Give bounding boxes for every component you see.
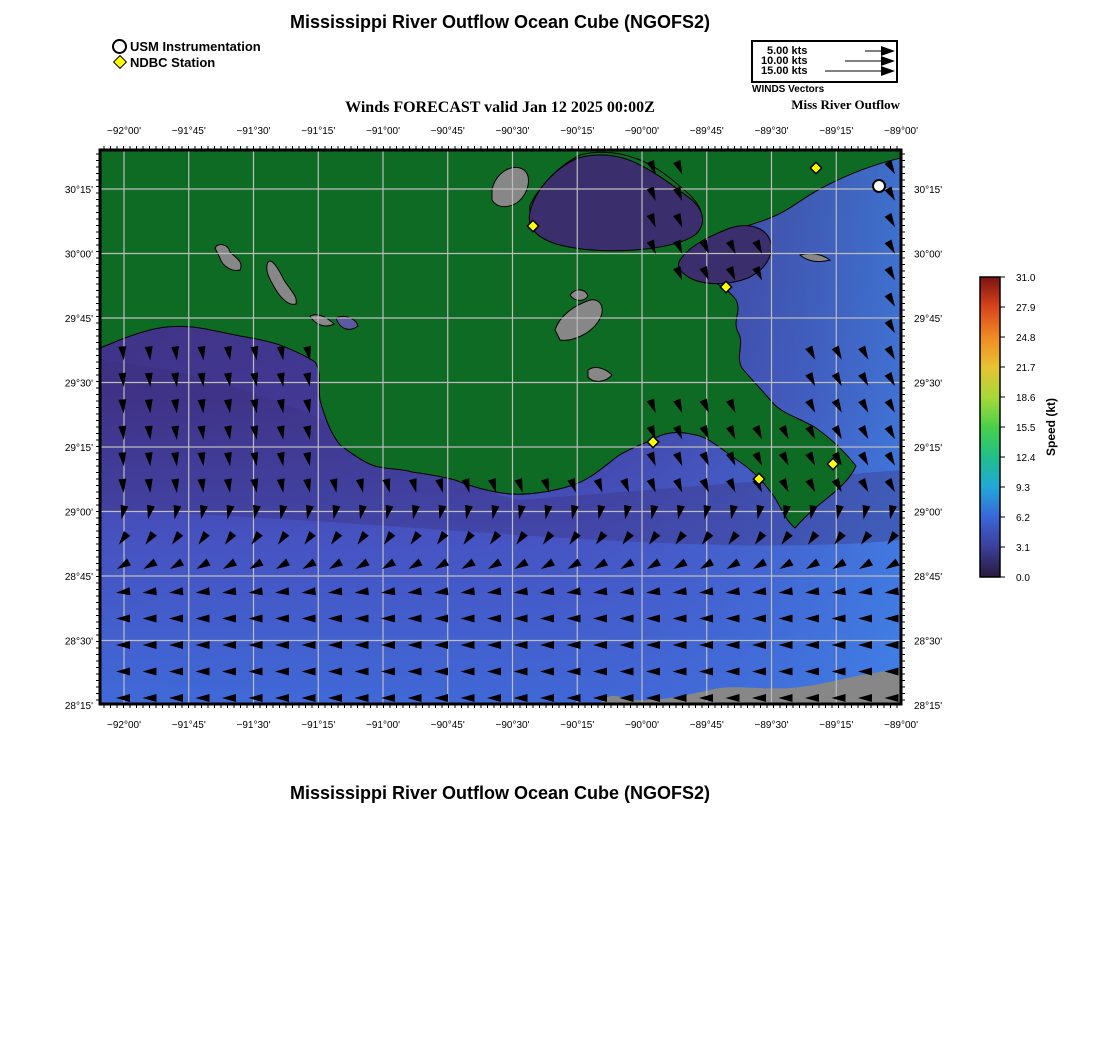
colorbar-tick-label: 21.7 bbox=[1016, 363, 1036, 374]
colorbar-label: Speed (kt) bbox=[1044, 397, 1058, 457]
colorbar-tick-label: 18.6 bbox=[1016, 393, 1036, 404]
lon-tick-label: −91°15' bbox=[301, 126, 336, 137]
lon-tick-label: −89°30' bbox=[754, 126, 789, 137]
colorbar-tick-label: 12.4 bbox=[1016, 453, 1036, 464]
lat-tick-label: 28°15' bbox=[64, 701, 93, 712]
lon-tick-label: −91°45' bbox=[171, 126, 206, 137]
lon-tick-label: −90°15' bbox=[560, 126, 595, 137]
lon-tick-label: −89°00' bbox=[884, 720, 918, 731]
lon-tick-label: −90°45' bbox=[430, 720, 465, 731]
lat-tick-label: 30°00' bbox=[914, 249, 943, 261]
lon-tick-label: −89°00' bbox=[884, 126, 918, 137]
page-title-bottom: Mississippi River Outflow Ocean Cube (NGOFS2) bbox=[289, 783, 711, 803]
vector-scale-label: 5.00 kts bbox=[767, 45, 808, 57]
lat-tick-label: 29°30' bbox=[64, 378, 93, 390]
legend-ndbc-label: NDBC Station bbox=[130, 54, 216, 70]
lon-tick-label: −90°30' bbox=[495, 126, 530, 137]
lon-tick-label: −90°45' bbox=[430, 126, 465, 137]
colorbar-tick-label: 27.9 bbox=[1016, 303, 1036, 314]
lat-tick-label: 29°45' bbox=[914, 314, 943, 325]
colorbar-tick-label: 31.0 bbox=[1016, 273, 1036, 284]
page-title: Mississippi River Outflow Ocean Cube (NGOFS2) bbox=[289, 12, 711, 32]
lat-tick-label: 28°45' bbox=[914, 572, 943, 583]
lat-tick-label: 30°00' bbox=[64, 249, 93, 261]
vector-scale-label: 10.00 kts bbox=[761, 55, 808, 67]
colorbar-tick-label: 15.5 bbox=[1016, 423, 1036, 434]
lat-tick-label: 30°15' bbox=[914, 185, 943, 196]
colorbar-tick-label: 0.0 bbox=[1016, 573, 1030, 584]
usm-station-marker[interactable] bbox=[873, 180, 885, 192]
lat-tick-label: 28°45' bbox=[64, 572, 93, 583]
vector-scale-caption: WINDS Vectors bbox=[752, 84, 825, 95]
lon-tick-label: −90°15' bbox=[560, 720, 595, 731]
colorbar-tick-label: 9.3 bbox=[1016, 483, 1030, 494]
lat-tick-label: 28°15' bbox=[914, 701, 943, 712]
colorbar-tick-label: 3.1 bbox=[1016, 543, 1030, 554]
lat-tick-label: 28°30' bbox=[914, 636, 943, 648]
lon-tick-label: −91°30' bbox=[236, 720, 271, 731]
region-label: Miss River Outflow bbox=[791, 97, 900, 112]
colorbar-scale bbox=[980, 277, 1000, 577]
lat-tick-label: 29°15' bbox=[914, 443, 943, 454]
lon-tick-label: −91°30' bbox=[236, 126, 271, 137]
lon-tick-label: −90°00' bbox=[625, 720, 659, 731]
colorbar bbox=[980, 273, 1058, 584]
legend-usm-label: USM Instrumentation bbox=[130, 38, 261, 54]
forecast-valid-title: Winds FORECAST valid Jan 12 2025 00:00Z bbox=[345, 99, 655, 116]
lon-tick-label: −90°30' bbox=[495, 720, 530, 731]
lon-tick-label: −89°15' bbox=[819, 126, 854, 137]
lon-tick-label: −90°00' bbox=[625, 126, 659, 137]
lon-tick-label: −89°30' bbox=[754, 720, 789, 731]
lat-tick-label: 30°15' bbox=[64, 185, 93, 196]
lon-tick-label: −89°45' bbox=[689, 720, 724, 731]
lat-tick-label: 29°15' bbox=[64, 443, 93, 454]
lon-tick-label: −91°45' bbox=[171, 720, 206, 731]
lon-tick-label: −89°45' bbox=[689, 126, 724, 137]
colorbar-tick-label: 24.8 bbox=[1016, 333, 1036, 344]
colorbar-tick-label: 6.2 bbox=[1016, 513, 1030, 524]
lat-tick-label: 28°30' bbox=[64, 636, 93, 648]
lon-tick-label: −92°00' bbox=[107, 720, 141, 731]
lat-tick-label: 29°30' bbox=[914, 378, 943, 390]
lat-tick-label: 29°00' bbox=[914, 507, 943, 519]
map-area bbox=[100, 150, 901, 704]
lon-tick-label: −91°00' bbox=[366, 720, 400, 731]
lon-tick-label: −91°00' bbox=[366, 126, 400, 137]
lon-tick-label: −89°15' bbox=[819, 720, 854, 731]
lon-tick-label: −92°00' bbox=[107, 126, 141, 137]
lat-tick-label: 29°45' bbox=[64, 314, 93, 325]
vector-scale-label: 15.00 kts bbox=[761, 65, 808, 77]
lon-tick-label: −91°15' bbox=[301, 720, 336, 731]
lat-tick-label: 29°00' bbox=[64, 507, 93, 519]
